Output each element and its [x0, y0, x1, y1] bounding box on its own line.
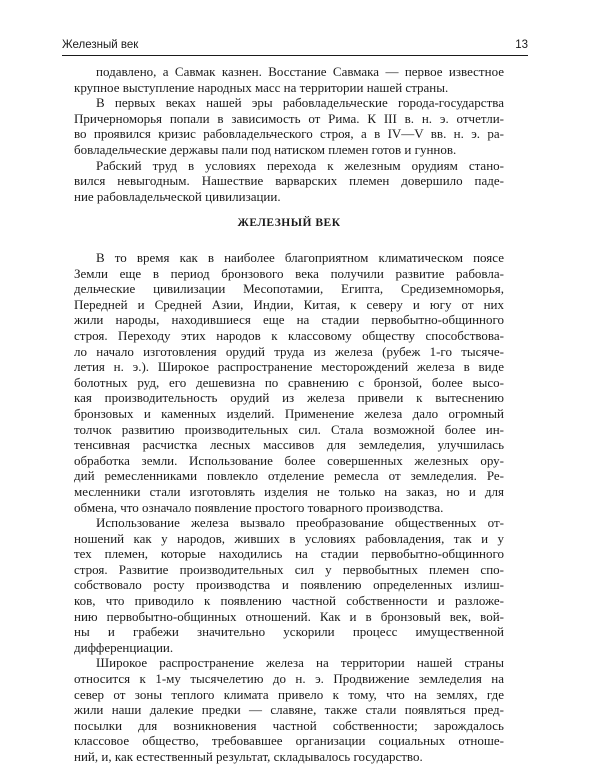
section-heading: ЖЕЛЕЗНЫЙ ВЕК — [237, 217, 341, 229]
text-line: относится к 1-му тысячелетию до н. э. Продвижение земледелия на — [74, 671, 504, 687]
text-line: ло начало изготовления орудий труда из железа (рубеж 1-го тысяче- — [74, 343, 504, 359]
text-line: ние рабовладельческой цивилизации. — [74, 188, 281, 204]
text-line: собствовало росту производства и появлению определенных излиш- — [74, 577, 504, 593]
text-line: посылки для возникновения частной собственности; зарождалось — [74, 717, 504, 733]
text-line: Рабский труд в условиях перехода к железным орудиям стано- — [96, 157, 504, 173]
text-line: бовладельческие державы пали под натиском племен готов и гуннов. — [74, 141, 457, 157]
text-line: нию первобытно-общинных отношений. Как и в бронзовый век, вой- — [74, 608, 504, 624]
text-line: месленники стали изготовлять изделия не только на заказ, но и для — [74, 483, 504, 499]
text-line: Причерноморья попали в зависимость от Рима. К III в. н. э. отчетли- — [74, 110, 504, 126]
text-line: крупное выступление народных масс на территории нашей страны. — [74, 79, 449, 95]
text-line: обмена, что означало появление простого товарного производства. — [74, 499, 444, 515]
text-line: Передней и Средней Азии, Индии, Китая, к северу и югу от них — [74, 296, 504, 312]
text-line: во проявился кризис рабовладельческого строя, а в IV—V вв. н. э. ра- — [74, 126, 504, 142]
text-line: дифференциации. — [74, 639, 174, 655]
running-head-title: Железный век — [62, 39, 139, 51]
text-line: В то время как в наиболее благоприятном климатическом поясе — [96, 250, 504, 265]
text-line: обработка земли. Использование более совершенных железных ору- — [74, 452, 504, 468]
text-line: бронзовых и каменных изделий. Применение железа дало огромный — [74, 405, 504, 421]
text-line: жили народы, находившиеся еще на стадии первобытно-общинного — [74, 312, 504, 328]
text-line: В первых веках нашей эры рабовладельческие города-государства — [96, 95, 504, 111]
text-line: жили наши далекие предки — славяне, также стали появляться пред- — [74, 702, 504, 718]
text-line: север от зоны теплого климата привело к тому, что на землях, где — [74, 686, 504, 702]
running-head — [62, 37, 528, 53]
text-line: дельческие цивилизации Месопотамии, Египта, Средиземноморья, — [74, 281, 504, 297]
text-line: ков, что приводило к появлению частной собственности и разложе- — [74, 593, 504, 609]
text-line: болотных руд, его дешевизна по сравнению с бронзой, более высо- — [74, 374, 504, 390]
text-line: ны и грабежи значительно ускорили процесс имущественной — [74, 624, 504, 640]
page-number: 13 — [515, 39, 528, 51]
text-line: дий ремесленниками повлекло отделение ремесла от земледелия. Ре- — [74, 468, 504, 484]
text-line: классовое общество, требовавшее организации социальных отноше- — [74, 733, 504, 749]
text-line: подавлено, а Савмак казнен. Восстание Савмака — первое известное — [96, 64, 504, 79]
text-line: Использование железа вызвало преобразование общественных от- — [96, 515, 504, 531]
text-line: строя. Переходу этих народов к классовому обществу способствова- — [74, 327, 504, 343]
text-line: тех племен, которые находились на стадии первобытно-общинного — [74, 546, 504, 562]
text-line: толчок развитию производительных сил. Стала возможной более ин- — [74, 421, 504, 437]
body-text-top — [74, 64, 504, 204]
text-line: кая производительность орудий из железа привели к вытеснению — [74, 390, 504, 406]
header-rule — [62, 55, 528, 56]
text-line: тенсивная расчистка лесных массивов для земледелия, улучшилась — [74, 437, 504, 453]
body-text-main — [74, 250, 504, 765]
text-line: ношений как у народов, живших в условиях рабовладения, так и у — [74, 530, 504, 546]
text-line: вился невыгодным. Нашествие варварских племен довершило паде- — [74, 173, 504, 189]
text-line: Широкое распространение железа на территории нашей страны — [96, 655, 504, 671]
text-line: Земли еще в период бронзового века получили развитие рабовла- — [74, 265, 504, 281]
text-line: строя. Развитие производительных сил у первобытных племен спо- — [74, 561, 504, 577]
text-line: ний, и, как естественный результат, складывалось государство. — [74, 749, 423, 764]
text-line: летия н. э.). Широкое распространение месторождений железа в виде — [74, 359, 504, 375]
